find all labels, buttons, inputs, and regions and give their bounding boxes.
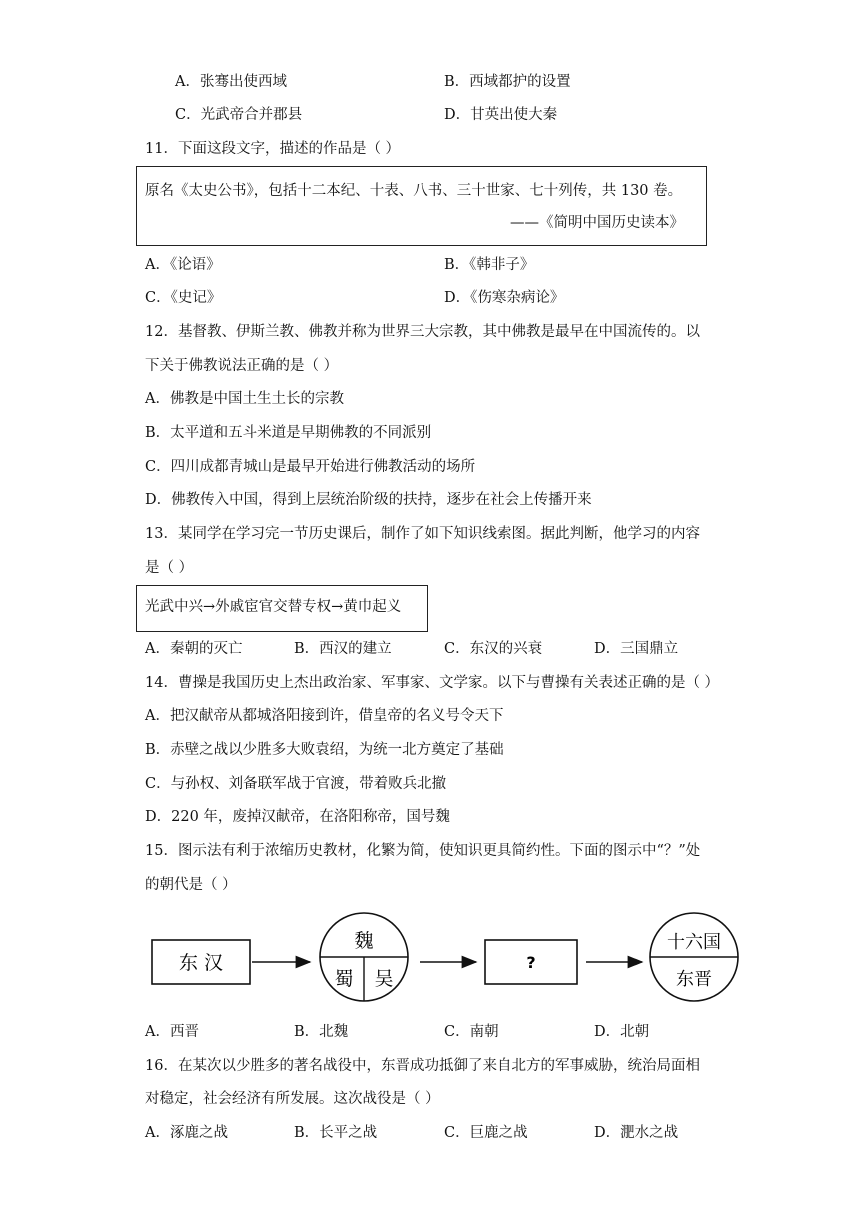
q10-option-a: A．张骞出使西域 bbox=[175, 74, 287, 90]
q16-option-c: C．巨鹿之战 bbox=[444, 1125, 528, 1141]
q16-option-d: D．淝水之战 bbox=[594, 1125, 679, 1141]
q15-stem-line1: 15．图示法有利于浓缩历史教材，化繁为简，使知识更具简约性。下面的图示中“？”处 bbox=[145, 843, 701, 859]
q11-quote: 原名《太史公书》，包括十二本纪、十表、八书、三十世家、七十列传，共 130 卷。 bbox=[145, 183, 683, 199]
q12-option-d: D．佛教传入中国，得到上层统治阶级的扶持，逐步在社会上传播开来 bbox=[145, 492, 592, 508]
diagram-question-mark: ? bbox=[526, 953, 536, 972]
q11-option-a: A．《论语》 bbox=[145, 257, 221, 273]
q11-source: ——《简明中国历史读本》 bbox=[510, 215, 684, 231]
dynasty-diagram bbox=[130, 905, 750, 1015]
diagram-box-donghan-label: 东 汉 bbox=[178, 952, 224, 974]
q12-option-b: B．太平道和五斗米道是早期佛教的不同派别 bbox=[145, 425, 432, 441]
q14-option-d: D．220 年，废掉汉献帝，在洛阳称帝，国号魏 bbox=[145, 809, 450, 825]
q14-option-a: A．把汉献帝从都城洛阳接到许，借皇帝的名义号令天下 bbox=[145, 708, 504, 724]
q11-quote-box bbox=[136, 166, 707, 246]
diagram-label-shu: 蜀 bbox=[334, 968, 354, 990]
q14-option-b: B．赤壁之战以少胜多大败袁绍，为统一北方奠定了基础 bbox=[145, 742, 504, 758]
q16-option-a: A．涿鹿之战 bbox=[145, 1125, 228, 1141]
q10-option-b: B．西域都护的设置 bbox=[444, 74, 571, 90]
q15-stem-line2: 的朝代是（ ） bbox=[145, 877, 237, 893]
q13-stem-line2: 是（ ） bbox=[145, 560, 194, 576]
q15-option-b: B．北魏 bbox=[294, 1024, 349, 1040]
q13-option-c: C．东汉的兴衰 bbox=[444, 641, 543, 657]
q16-option-b: B．长平之战 bbox=[294, 1125, 378, 1141]
q13-option-b: B．西汉的建立 bbox=[294, 641, 392, 657]
q11-option-c: C．《史记》 bbox=[145, 290, 222, 306]
q13-chain: 光武中兴→外戚宦官交替专权→黄巾起义 bbox=[145, 599, 402, 615]
q13-option-a: A．秦朝的灭亡 bbox=[145, 641, 243, 657]
q12-option-c: C．四川成都青城山是最早开始进行佛教活动的场所 bbox=[145, 459, 476, 475]
q14-option-c: C．与孙权、刘备联军战于官渡，带着败兵北撤 bbox=[145, 776, 447, 792]
q16-stem-line2: 对稳定，社会经济有所发展。这次战役是（ ） bbox=[145, 1091, 440, 1107]
diagram-label-shiliuguo: 十六国 bbox=[667, 932, 721, 953]
q10-option-d: D．甘英出使大秦 bbox=[444, 107, 558, 123]
q15-option-d: D．北朝 bbox=[594, 1024, 650, 1040]
q14-stem: 14．曹操是我国历史上杰出政治家、军事家、文学家。以下与曹操有关表述正确的是（ ） bbox=[145, 675, 720, 691]
diagram-label-wu: 吴 bbox=[374, 968, 394, 990]
q16-stem-line1: 16．在某次以少胜多的著名战役中，东晋成功抵御了来自北方的军事威胁，统治局面相 bbox=[145, 1058, 700, 1074]
diagram-label-dongjin: 东晋 bbox=[676, 969, 712, 990]
q13-stem-line1: 13．某同学在学习完一节历史课后，制作了如下知识线索图。据此判断，他学习的内容 bbox=[145, 526, 700, 542]
q11-stem: 11．下面这段文字，描述的作品是（ ） bbox=[145, 141, 401, 157]
q10-option-c: C．光武帝合并郡县 bbox=[175, 107, 303, 123]
q12-stem-line1: 12．基督教、伊斯兰教、佛教并称为世界三大宗教，其中佛教是最早在中国流传的。以 bbox=[145, 324, 700, 340]
q12-stem-line2: 下关于佛教说法正确的是（ ） bbox=[145, 358, 339, 374]
q11-option-b: B．《韩非子》 bbox=[444, 257, 535, 273]
diagram-label-wei: 魏 bbox=[354, 930, 374, 952]
q13-option-d: D．三国鼎立 bbox=[594, 641, 679, 657]
q15-option-a: A．西晋 bbox=[145, 1024, 199, 1040]
q15-option-c: C．南朝 bbox=[444, 1024, 499, 1040]
q12-option-a: A．佛教是中国土生土长的宗教 bbox=[145, 391, 344, 407]
q11-option-d: D．《伤寒杂病论》 bbox=[444, 290, 565, 306]
